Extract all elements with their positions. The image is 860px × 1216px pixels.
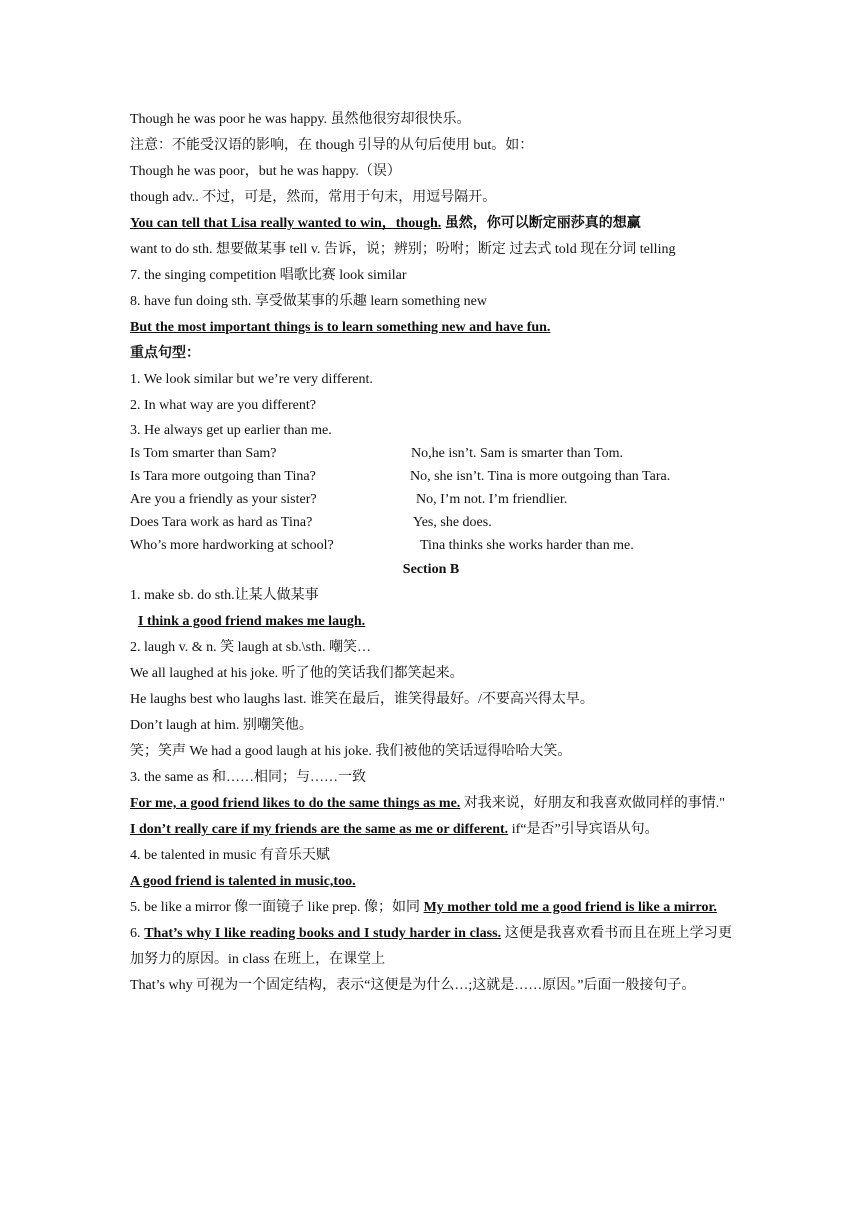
question: Who’s more hardworking at school? — [130, 538, 334, 553]
question: Is Tara more outgoing than Tina? — [130, 469, 316, 484]
document-page — [130, 107, 732, 999]
item-number: 6. — [130, 926, 145, 941]
text-line: 笑；笑声 We had a good laugh at his joke. 我们被他的笑话逗得哈哈大笑。 — [130, 744, 572, 759]
text-line — [130, 609, 732, 635]
text-line: Though he was poor，but he was happy.（误） — [130, 164, 401, 179]
text-line: We all laughed at his joke. 听了他的笑话我们都笑起来。 — [130, 666, 464, 681]
text-line: 7. the singing competition 唱歌比赛 look similar — [130, 268, 407, 283]
text-line: 2. laugh v. & n. 笑 laugh at sb.\sth. 嘲笑… — [130, 640, 371, 655]
qa-row — [130, 511, 732, 534]
text-line: Though he was poor he was happy. 虽然他很穷却很快乐。 — [130, 112, 471, 127]
question: Is Tom smarter than Sam? — [130, 446, 277, 461]
answer: No,he isn’t. Sam is smarter than Tom. — [411, 446, 623, 461]
answer: Yes, she does. — [413, 515, 492, 530]
qa-row — [130, 488, 732, 511]
key-sentence: I think a good friend makes me laugh. — [138, 614, 366, 629]
text-line: 注意：不能受汉语的影响，在 though 引导的从句后使用 but。如： — [130, 138, 534, 153]
section-title: Section B — [402, 562, 460, 577]
answer: Tina thinks she works harder than me. — [420, 538, 634, 553]
key-sentence: A good friend is talented in music,too. — [130, 874, 356, 889]
text-line: 8. have fun doing sth. 享受做某事的乐趣 learn something new — [130, 294, 487, 309]
translation: 对我来说，好朋友和我喜欢做同样的事情." — [460, 796, 726, 811]
key-sentence: For me, a good friend likes to do the same things as me. — [130, 796, 461, 811]
text-line: 1. We look similar but we’re very different. — [130, 372, 373, 387]
text-paragraph: want to do sth. 想要做某事 tell v. 告诉，说；辨别；吩咐；断定 过去式 told 现在分词 telling — [130, 242, 676, 257]
key-sentence: My mother told me a good friend is like a mirror. — [423, 900, 717, 915]
question: Are you a friendly as your sister? — [130, 492, 317, 507]
translation: 虽然，你可以断定丽莎真的想赢 — [441, 216, 641, 231]
text-line — [130, 817, 732, 843]
key-sentence: But the most important things is to learn something new and have fun. — [130, 320, 551, 335]
text-line: 4. be talented in music 有音乐天赋 — [130, 848, 330, 863]
text-line: 2. In what way are you different? — [130, 398, 316, 413]
vocab: 5. be like a mirror 像一面镜子 like prep. 像；如同 — [130, 900, 424, 915]
key-sentence: You can tell that Lisa really wanted to win，though. — [130, 216, 442, 231]
text-line: Don’t laugh at him. 别嘲笑他。 — [130, 718, 313, 733]
qa-row — [130, 442, 732, 465]
text-line — [130, 211, 732, 237]
text-paragraph — [130, 921, 732, 973]
qa-row — [130, 465, 732, 488]
note: if“是否”引导宾语从句。 — [508, 822, 659, 837]
translation: 这便是我喜欢看书而且在班上学习更加努力的原因。in class 在班上，在课堂上 — [130, 926, 733, 967]
text-paragraph — [130, 895, 732, 921]
answer: No, I’m not. I’m friendlier. — [416, 492, 568, 507]
text-line: 3. He always get up earlier than me. — [130, 423, 332, 438]
key-sentence: That’s why I like reading books and I study harder in class. — [144, 926, 502, 941]
text-line: 1. make sb. do sth.让某人做某事 — [130, 588, 319, 603]
section-heading: 重点句型： — [130, 346, 200, 361]
text-paragraph: That’s why 可视为一个固定结构，表示“这便是为什么…;这就是……原因。”后面一般接句子。 — [130, 978, 696, 993]
key-sentence: I don’t really care if my friends are the same as me or different. — [130, 822, 509, 837]
question: Does Tara work as hard as Tina? — [130, 515, 313, 530]
qa-row — [130, 534, 732, 557]
answer: No, she isn’t. Tina is more outgoing than Tara. — [410, 469, 671, 484]
text-paragraph — [130, 791, 732, 817]
text-line: 3. the same as 和……相同；与……一致 — [130, 770, 367, 785]
text-line: though adv.. 不过，可是，然而，常用于句末，用逗号隔开。 — [130, 190, 497, 205]
text-line: He laughs best who laughs last. 谁笑在最后，谁笑得最好。/不要高兴得太早。 — [130, 692, 594, 707]
